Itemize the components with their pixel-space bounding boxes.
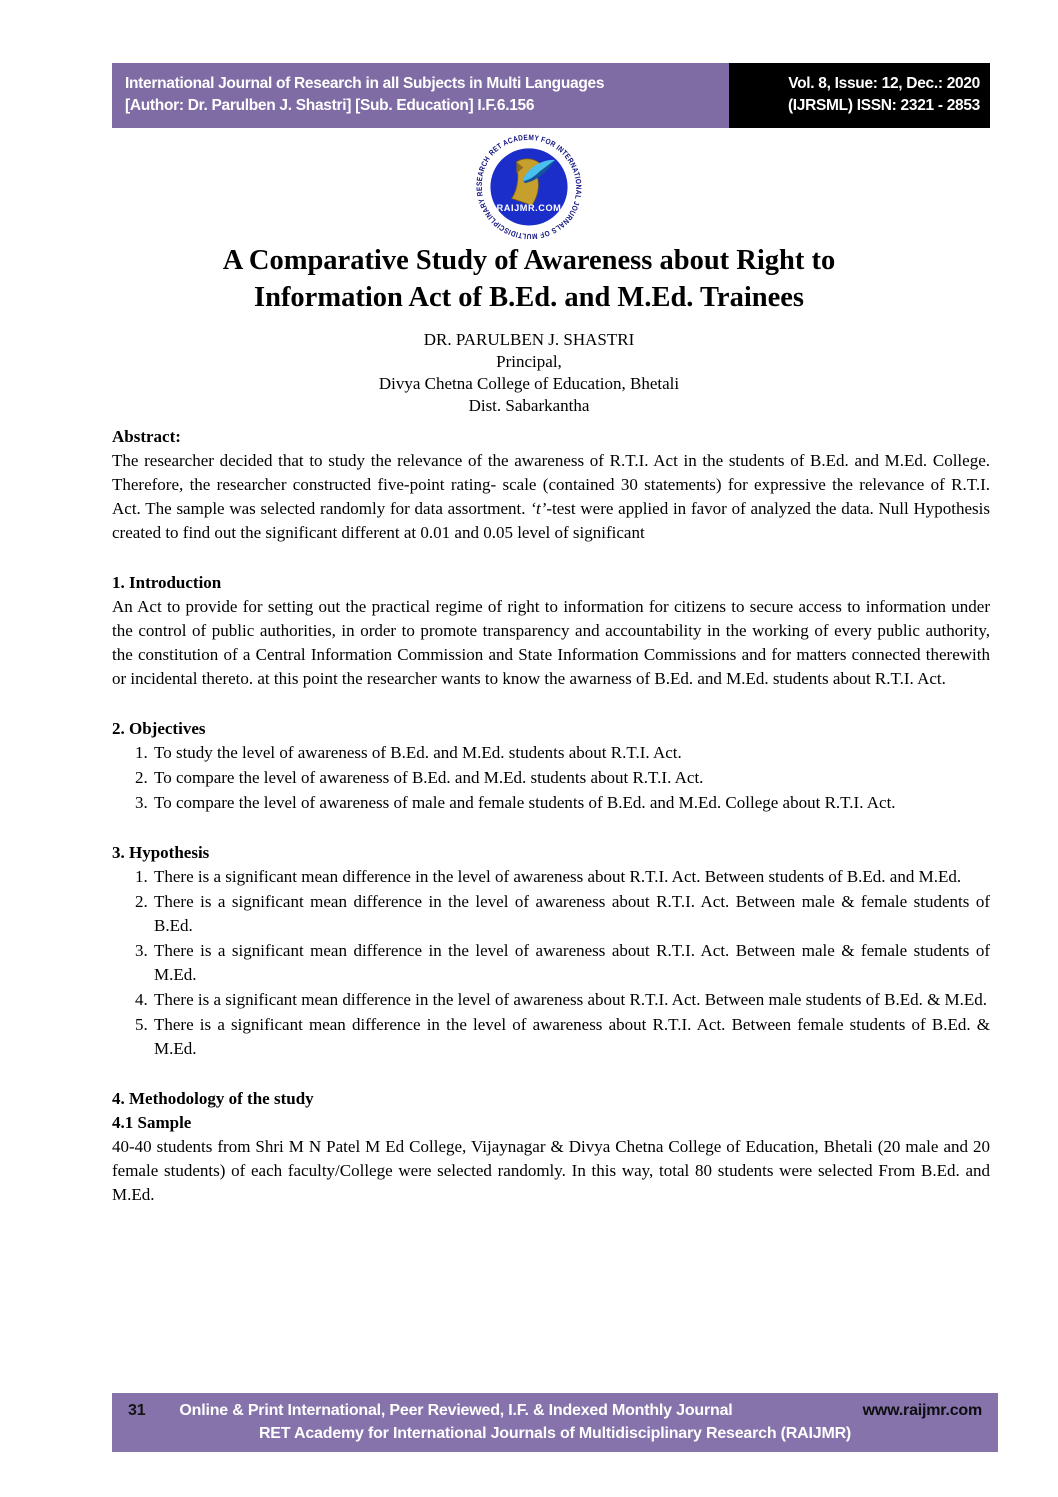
page-header: [112, 63, 990, 128]
footer-academy-line: RET Academy for International Journals of Multidisciplinary Research (RAIJMR): [258, 1425, 852, 1442]
hypothesis-item: 1. There is a significant mean difference in the level of awareness about R.T.I. Act. Between students of B.Ed. and M.Ed.: [152, 865, 990, 889]
abstract-t-term: ‘t’: [530, 499, 547, 518]
hypothesis-item: 4. There is a significant mean difference in the level of awareness about R.T.I. Act. Between male students of B.Ed. & M.Ed.: [152, 988, 990, 1012]
hypothesis-heading: 3. Hypothesis: [112, 843, 210, 862]
raijmr-logo-icon: [466, 131, 592, 239]
header-journal-info: [112, 63, 729, 128]
page-number: 31: [128, 1402, 146, 1419]
sample-paragraph: 40-40 students from Shri M N Patel M Ed College, Vijaynagar & Divya Chetna College of Education, Bhetali (20 male and 20 female students) of each faculty/College were selected randomly. In this way, total 80 students were selected From B.Ed. and M.Ed.: [112, 1137, 990, 1204]
page-footer: [112, 1393, 998, 1452]
objectives-heading: 2. Objectives: [112, 719, 206, 738]
article-title-line2: Information Act of B.Ed. and M.Ed. Trainees: [254, 282, 804, 313]
header-author-line: [Author: Dr. Parulben J. Shastri] [Sub. Education] I.F.6.156: [125, 97, 535, 114]
article-title-line1: A Comparative Study of Awareness about Right to: [222, 245, 836, 276]
hypothesis-section: [112, 841, 990, 1061]
abstract-section: [112, 425, 990, 545]
hypothesis-item: 2. There is a significant mean difference in the level of awareness about R.T.I. Act. Between male & female students of B.Ed.: [152, 890, 990, 938]
introduction-heading: 1. Introduction: [112, 573, 222, 592]
methodology-heading: 4. Methodology of the study: [112, 1089, 314, 1108]
header-issue-info: [729, 63, 990, 128]
introduction-section: [112, 571, 990, 691]
sample-subheading: 4.1 Sample: [112, 1113, 192, 1132]
objective-item: 1. To study the level of awareness of B.Ed. and M.Ed. students about R.T.I. Act.: [152, 741, 990, 765]
author-block: [0, 329, 1058, 417]
author-institution: Divya Chetna College of Education, Bhetali: [378, 374, 680, 393]
author-designation: Principal,: [496, 352, 562, 371]
objectives-section: [112, 717, 990, 815]
article-title: [0, 242, 1058, 316]
logo-ring-text: RET ACADEMY FOR INTERNATIONAL JOURNALS OF MULTIDISCIPLINARY RESEARCH: [474, 132, 584, 239]
hypothesis-list: [112, 865, 990, 1061]
author-district: Dist. Sabarkantha: [468, 396, 590, 415]
hypothesis-item: 5. There is a significant mean difference in the level of awareness about R.T.I. Act. Between female students of B.Ed. & M.Ed.: [152, 1013, 990, 1061]
footer-website-url: www.raijmr.com: [862, 1402, 982, 1419]
introduction-paragraph: An Act to provide for setting out the practical regime of right to information for citizens to secure access to information under the control of public authorities, in order to promote transparency and accountability in the working of every public authority, the constitution of a Central Information Commission and State Information Commissions and for matters connected therewith or incidental thereto. at this point the researcher wants to know the awarness of B.Ed. and M.Ed. students about R.T.I. Act.: [112, 597, 990, 688]
article-body: [112, 425, 990, 1207]
abstract-text-pre: The researcher decided that to study the relevance of the awareness of R.T.I. Act in the students of B.Ed. and M.Ed. College. Therefore, the researcher constructed five-point rating- scale (contained 30 statements) for expressive the relevance of R.T.I. Act. The sample was selected randomly for data assortment.: [112, 451, 990, 518]
footer-journal-tagline: Online & Print International, Peer Reviewed, I.F. & Indexed Monthly Journal: [179, 1402, 733, 1419]
objective-item: 2. To compare the level of awareness of B.Ed. and M.Ed. students about R.T.I. Act.: [152, 766, 990, 790]
volume-issue-date: Vol. 8, Issue: 12, Dec.: 2020: [788, 75, 980, 92]
author-name: DR. PARULBEN J. SHASTRI: [423, 330, 635, 349]
journal-name: International Journal of Research in all Subjects in Multi Languages: [125, 75, 605, 92]
objectives-list: [112, 741, 990, 815]
hypothesis-item: 3. There is a significant mean difference in the level of awareness about R.T.I. Act. Between male & female students of M.Ed.: [152, 939, 990, 987]
logo-center-text: RAIJMR.COM: [496, 203, 562, 214]
abstract-heading: Abstract:: [112, 427, 181, 446]
methodology-section: [112, 1087, 990, 1207]
objective-item: 3. To compare the level of awareness of male and female students of B.Ed. and M.Ed. College about R.T.I. Act.: [152, 791, 990, 815]
abstract-text-post: -test were applied in favor of analyzed the data. Null Hypothesis created to find out the significant different at 0.01 and 0.05 level of significant: [112, 499, 990, 542]
footer-row-1: [112, 1393, 998, 1422]
logo-container: [0, 131, 1058, 239]
issn-number: (IJRSML) ISSN: 2321 - 2853: [787, 97, 980, 114]
abstract-paragraph: [112, 449, 990, 545]
